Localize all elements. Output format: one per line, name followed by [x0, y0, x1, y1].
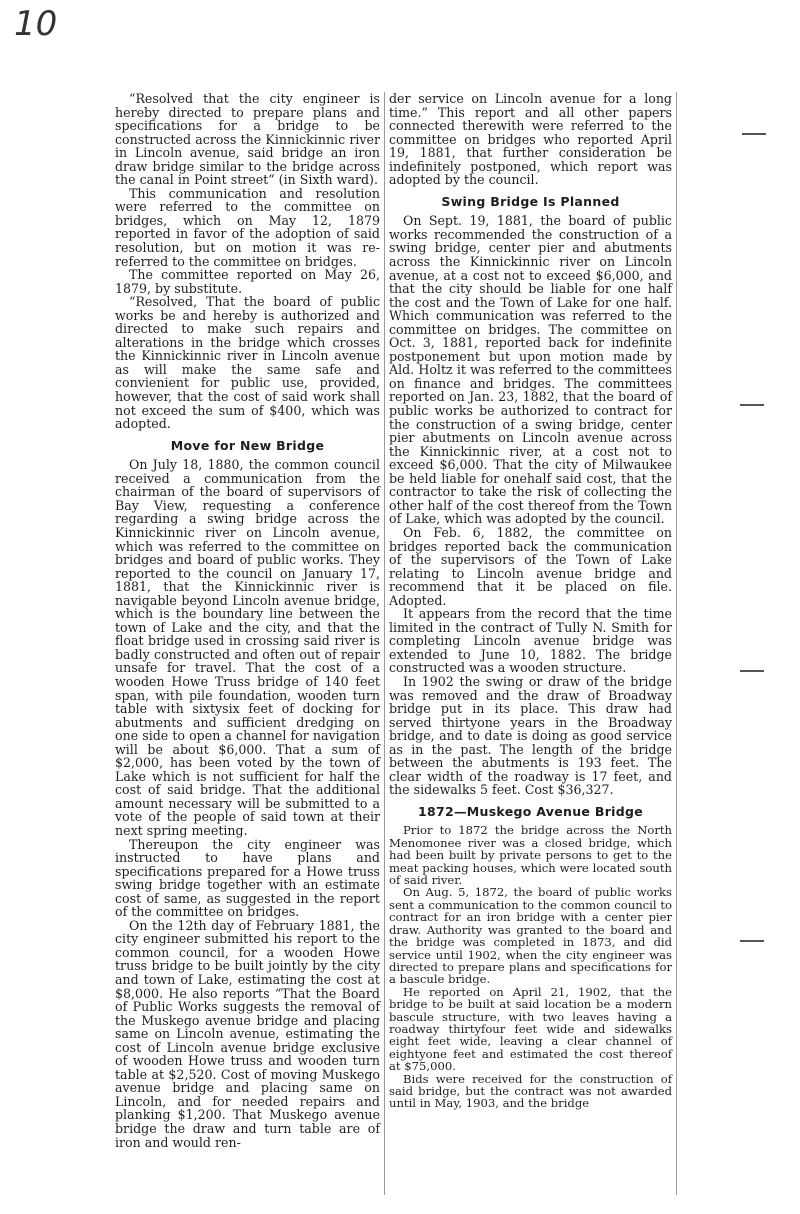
margin-mark [742, 133, 766, 135]
page-number: 10 [14, 4, 58, 44]
paragraph: The committee reported on May 26, 1879, by substitute. [115, 267, 380, 296]
column-divider [384, 92, 385, 1195]
paragraph: This communication and resolution were referred to the committee on bridges, which on May 12, 1879 reported in favor of the adoption of said resolution, but on motion it was re-referred to the committee on bridges. [115, 185, 380, 269]
section-heading: 1872—Muskego Avenue Bridge [417, 803, 644, 819]
margin-mark [740, 940, 764, 942]
margin-mark [740, 670, 764, 672]
paragraph: It appears from the record that the time limited in the contract of Tully N. Smith for completing Lincoln avenue bridge was extended to June 10, 1882. The bridge constructed was a wooden structure. [389, 606, 672, 676]
paragraph: On Feb. 6, 1882, the committee on bridges reported back the communication of the supervisors of the Town of Lake relating to Lincoln avenue bridge and recommend that it be placed on file. Adopted. [389, 524, 672, 608]
paragraph: “Resolved that the city engineer is hereby directed to prepare plans and specifications for a bridge to be constructed across the Kinnickinnic river in Lincoln avenue, said bridge an iron draw bridge similar to the bridge across the canal in Point street” (in Sixth ward). [115, 91, 380, 188]
paragraph: Prior to 1872 the bridge across the North Menomonee river was a closed bridge, which had been built by private persons to get to the meat packing houses, which were located south of said river. [389, 823, 672, 888]
paragraph: “Resolved, That the board of public works be and hereby is authorized and directed to make such repairs and alterations in the bridge which crosses the Kinnickinnic river in Lincoln avenue as will make the same safe and convienient for public use, provided, however, that the cost of said work shall not exceed the sum of $400, which was adopted. [115, 294, 380, 432]
section-heading: Swing Bridge Is Planned [441, 193, 620, 209]
paragraph: der service on Lincoln avenue for a long time.” This report and all other papers connected therewith were referred to the committee on bridges who reported April 19, 1881, that further consideration be indefinitely postponed, which report was adopted by the council. [389, 91, 672, 188]
paragraph: Thereupon the city engineer was instructed to have plans and specifications prepared for a Howe truss swing bridge together with an estimate cost of same, as suggested in the report of the committee on bridges. [115, 836, 380, 920]
section-heading: Move for New Bridge [170, 437, 325, 453]
paragraph: Bids were received for the construction of said bridge, but the contract was not awarded until in May, 1903, and the bridge [389, 1071, 672, 1111]
left-column [115, 92, 380, 1149]
paragraph: On July 18, 1880, the common council received a communication from the chairman of the board of supervisors of Bay View, requesting a conference regarding a swing bridge across the Kinnickinnic river on Lincoln avenue, which was referred to the committee on bridges and board of public works. They reported to the council on January 17, 1881, that the Kinnickinnic river is navigable beyond Lincoln avenue bridge, which is the boundary line between the town of Lake and the city, and that the float bridge used in crossing said river is badly constructed and often out of repair unsafe for travel. That the cost of a wooden Howe Truss bridge of 140 feet span, with pile foundation, wooden turn table with sixtysix feet of docking for abutments and sufficient dredging on one side to open a channel for navigation will be about $6,000. That a sum of $2,000, has been voted by the town of Lake which is not sufficient for half the cost of said bridge. That the additional amount necessary will be submitted to a vote of the people of said town at their next spring meeting. [115, 457, 380, 838]
right-border [676, 92, 677, 1195]
paragraph: On Sept. 19, 1881, the board of public works recommended the construction of a swing bridge, center pier and abutments across the Kinnickinnic river on Lincoln avenue, at a cost not to exceed $6,000, and that the city should be liable for one half the cost and the Town of Lake for one half. Which communication was referred to the committee on bridges. The committee on Oct. 3, 1881, reported back for indefinite postponement but upon motion made by Ald. Holtz it was referred to the committees on finance and bridges. The committees reported on Jan. 23, 1882, that the board of public works be authorized to contract for the construction of a swing bridge, center pier abutments on Lincoln avenue across the Kinnickinnic river, at a cost not to exceed $6,000. That the city of Milwaukee be held liable for onehalf said cost, that the contractor to take the risk of collecting the other half of the cost thereof from the Town of Lake, which was adopted by the council. [389, 213, 672, 527]
paragraph: He reported on April 21, 1902, that the bridge to be built at said location be a modern bascule structure, with two leaves having a roadway thirtyfour feet wide and sidewalks eight feet wide, leaving a clear channel of eightyone feet and estimated the cost thereof at $75,000. [389, 984, 672, 1074]
paragraph: On Aug. 5, 1872, the board of public works sent a communication to the common council to contract for an iron bridge with a center pier draw. Authority was granted to the board and the bridge was completed in 1873, and did service until 1902, when the city engineer was directed to prepare plans and specifications for a bascule bridge. [389, 885, 672, 987]
margin-mark [740, 404, 764, 406]
paragraph: In 1902 the swing or draw of the bridge was removed and the draw of Broadway bridge put in its place. This draw had served thirtyone years in the Broadway bridge, and to date is doing as good service as in the past. The length of the bridge between the abutments is 193 feet. The clear width of the roadway is 17 feet, and the sidewalks 5 feet. Cost $36,327. [389, 673, 672, 798]
right-column [389, 92, 672, 1110]
paragraph: On the 12th day of February 1881, the city engineer submitted his report to the common council, for a wooden Howe truss bridge to be built jointly by the city and town of Lake, estimating the cost at $8,000. He also reports “That the Board of Public Works suggests the removal of the Muskego avenue bridge and placing same on Lincoln avenue, estimating the cost of Lincoln avenue bridge exclusive of wooden Howe truss and wooden turn table at $2,520. Cost of moving Muskego avenue bridge and placing same on Lincoln, and for needed repairs and planking $1,200. That Muskego avenue bridge the draw and turn table are of iron and would ren- [115, 917, 380, 1150]
